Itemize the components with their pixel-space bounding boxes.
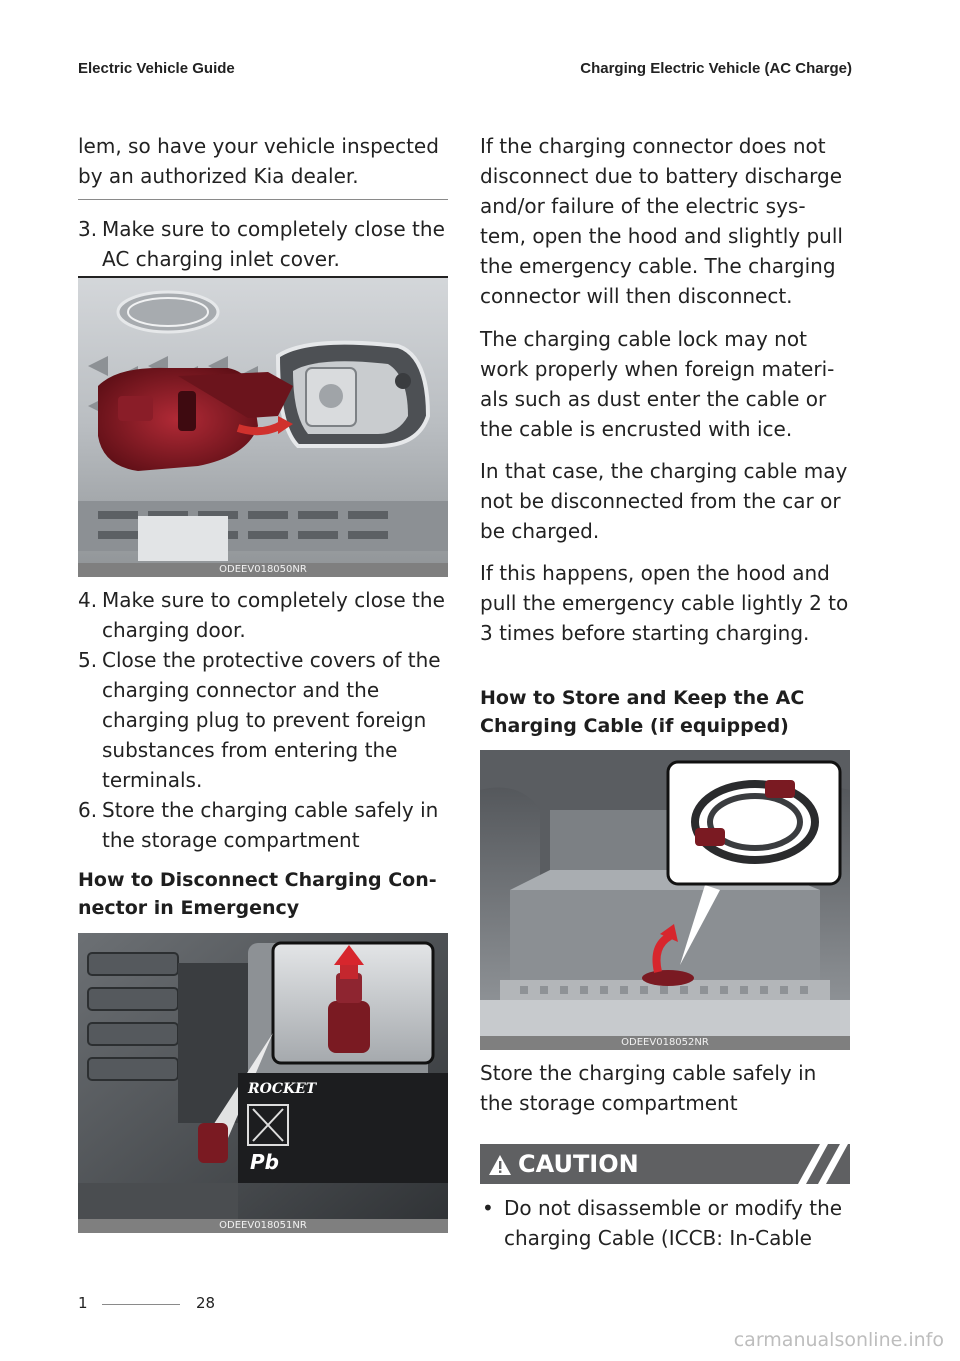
intro-paragraph: lem, so have your vehicle inspected by an authorized Kia dealer.: [78, 134, 439, 188]
step-4: 4. Make sure to completely close the charging door.: [78, 588, 445, 642]
battery-brand-label: ROCKET: [248, 1081, 317, 1097]
charging-inlet-illustration: [78, 276, 448, 577]
paragraph-cable-lock: The charging cable lock may not work properly when foreign materi- als such as dust enter the cable or the cable is encrusted with ice.: [480, 327, 835, 441]
caution-banner: [480, 1144, 850, 1184]
paragraph-emergency-cable: If the charging connector does not disconnect due to battery discharge and/or failure of the electric sys- tem, open the hood and slightly pull the emergency cable. The charging connector will then disconnect.: [480, 134, 843, 308]
footer-page-number: 28: [196, 1294, 216, 1312]
caution-bullet: • Do not disassemble or modify the charging Cable (ICCB: In-Cable: [482, 1196, 843, 1250]
running-header-left: Electric Vehicle Guide: [78, 60, 235, 77]
running-header-right: Charging Electric Vehicle (AC Charge): [580, 60, 852, 77]
caution-label: CAUTION: [518, 1150, 639, 1178]
footer-rule: [102, 1304, 180, 1305]
steps-4-6: [78, 585, 448, 855]
figure-emergency-cable: [78, 933, 448, 1233]
engine-bay-illustration: [78, 933, 448, 1233]
section-heading-emergency: How to Disconnect Charging Con- nector in Emergency: [78, 869, 437, 919]
figure-charging-inlet-cover: [78, 276, 448, 577]
section-heading-store-cable: How to Store and Keep the AC Charging Cable (if equipped): [480, 687, 805, 737]
cargo-area-illustration: [480, 750, 850, 1050]
figure-caption: ODEEV018050NR: [78, 563, 448, 577]
paragraph-if-this-happens: If this happens, open the hood and pull the emergency cable lightly 2 to 3 times before starting charging.: [480, 561, 849, 645]
figure-caption: ODEEV018052NR: [480, 1036, 850, 1050]
battery-pb-label: Pb: [250, 1150, 279, 1174]
step-3: 3. Make sure to completely close the AC charging inlet cover.: [78, 217, 445, 271]
watermark: carmanualsonline.info: [733, 1329, 944, 1351]
figure-caption: ODEEV018051NR: [78, 1219, 448, 1233]
paragraph-store-cable: Store the charging cable safely in the storage compartment: [480, 1061, 817, 1115]
step-6: 6. Store the charging cable safely in the storage compartment: [78, 798, 439, 852]
warning-triangle-icon: [488, 1154, 512, 1176]
caution-stripes-icon: [790, 1144, 850, 1184]
footer-section-number: 1: [78, 1294, 88, 1312]
step-5: 5. Close the protective covers of the charging connector and the charging plug to prevent foreign substances from entering the terminals.: [78, 648, 441, 792]
section-divider: [78, 199, 448, 200]
figure-cable-storage: [480, 750, 850, 1050]
paragraph-in-that-case: In that case, the charging cable may not be disconnected from the car or be charged.: [480, 459, 848, 543]
